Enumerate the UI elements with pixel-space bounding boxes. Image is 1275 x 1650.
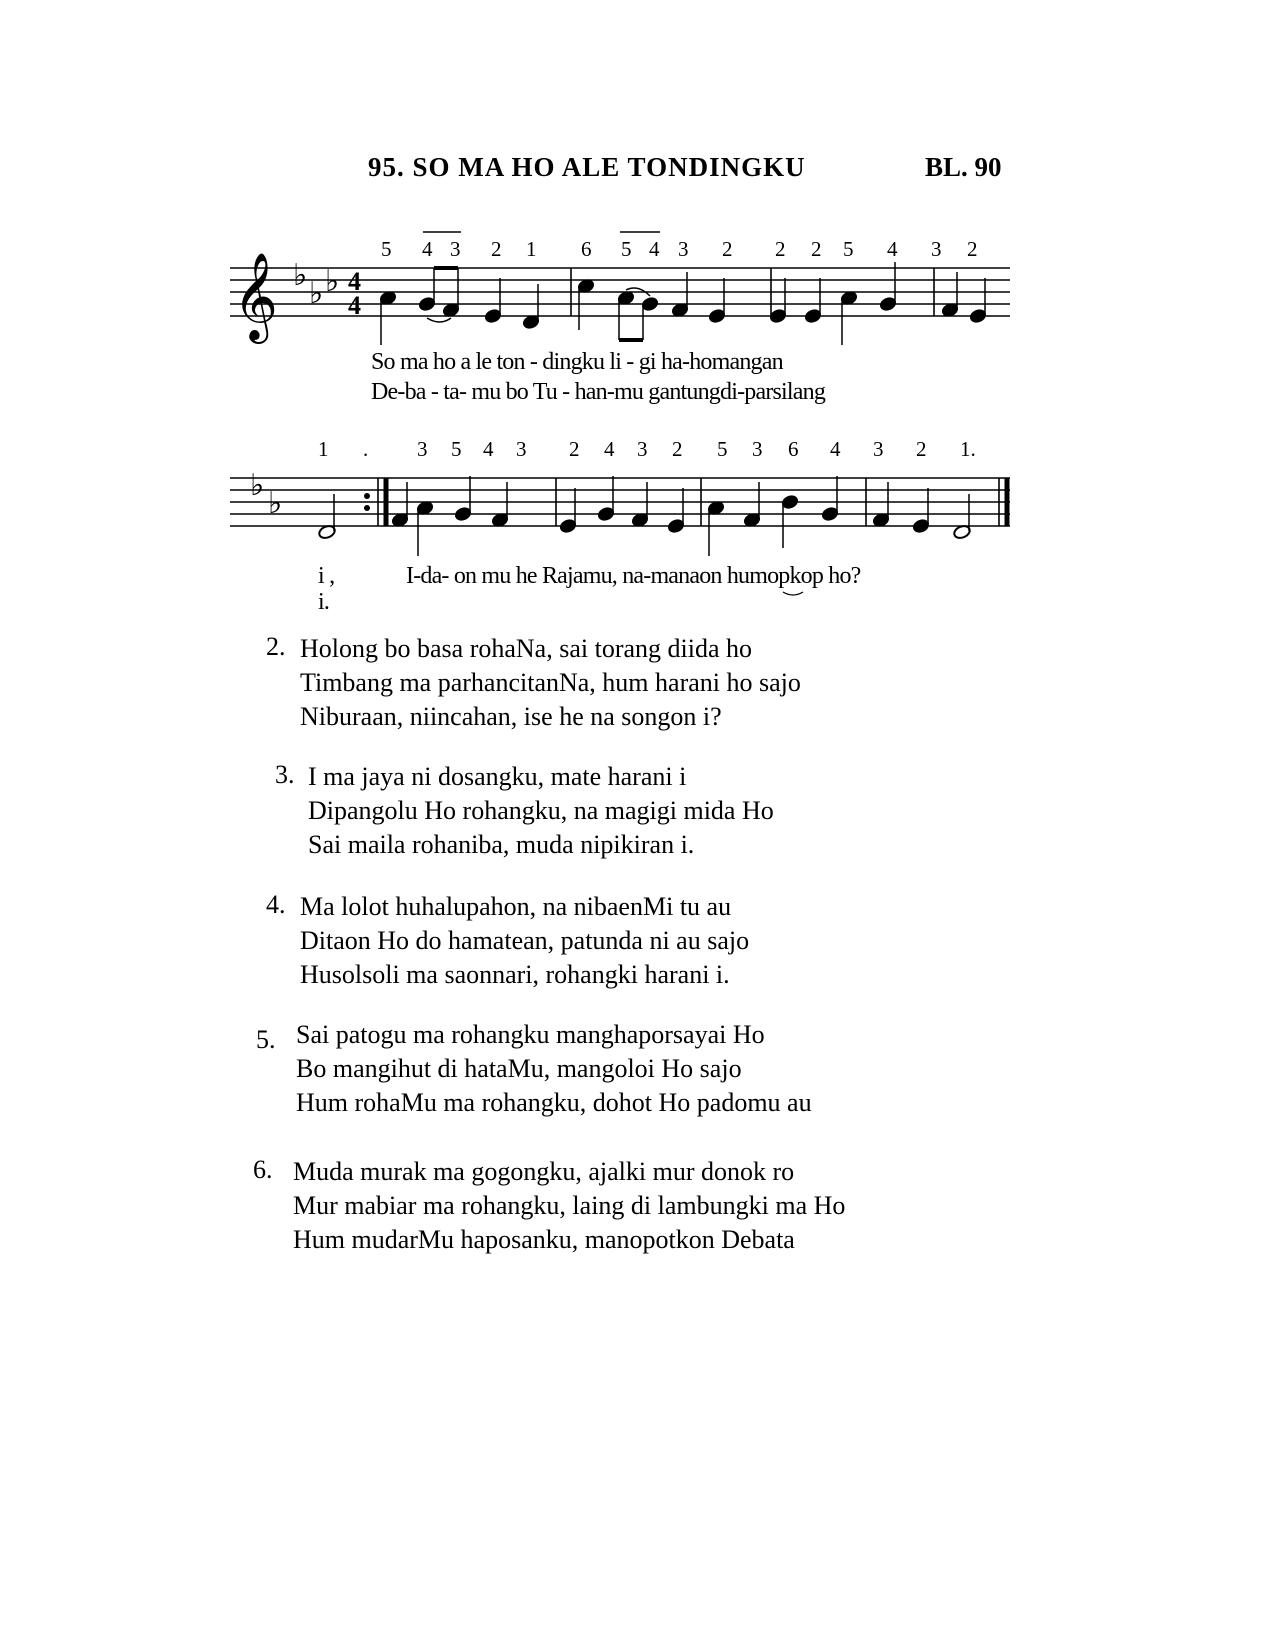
verse-line: Mur mabiar ma rohangku, laing di lambungki ma Ho (293, 1191, 846, 1220)
solfa-number: 2 (672, 437, 683, 461)
verse-number: 6. (253, 1155, 273, 1184)
svg-text:♭: ♭ (309, 276, 324, 311)
solfa-number: 3 (417, 437, 428, 461)
verse-number: 2. (266, 632, 286, 661)
solfa-number: 4 (483, 437, 494, 461)
treble-clef-icon: 𝄞 (233, 251, 278, 340)
solfa-number: 4 (649, 237, 660, 261)
solfa-number: 2 (775, 237, 786, 261)
verse-line: Ditaon Ho do hamatean, patunda ni au sajo (300, 926, 750, 955)
svg-text:♭: ♭ (325, 264, 340, 299)
verse-line: Sai maila rohaniba, muda nipikiran i. (308, 830, 695, 859)
svg-text:♭: ♭ (293, 258, 308, 293)
verse-line: Timbang ma parhancitanNa, hum harani ho sajo (300, 668, 801, 697)
verse-line: Hum rohaMu ma rohangku, dohot Ho padomu au (296, 1088, 812, 1117)
book-reference: BL. 90 (925, 152, 1002, 182)
notes-system-2 (318, 476, 972, 556)
time-signature (348, 267, 361, 320)
solfa-number: 2 (569, 437, 580, 461)
verse-line: Bo mangihut di hataMu, mangoloi Ho sajo (296, 1054, 742, 1083)
verse-line: Sai patogu ma rohangku manghaporsayai Ho (296, 1020, 765, 1049)
verse-number: 3. (275, 760, 295, 789)
svg-text:♭: ♭ (268, 486, 283, 521)
key-signature-flats-2 (250, 468, 282, 521)
solfa-number: 3 (873, 437, 884, 461)
music-score (0, 0, 1275, 620)
verse-line: Niburaan, niincahan, ise he na songon i? (300, 702, 722, 731)
verse-line: Ma lolot huhalupahon, na nibaenMi tu au (300, 892, 732, 921)
solfa-number: 3 (678, 237, 689, 261)
solfa-number: 2 (722, 237, 733, 261)
verse-line: Hum mudarMu haposanku, manopotkon Debata (293, 1225, 795, 1254)
lyric-tie (783, 592, 803, 595)
solfa-number: 5 (621, 237, 632, 261)
verse-number: 4. (266, 890, 286, 919)
solfa-number: 3 (752, 437, 763, 461)
svg-text:♭: ♭ (250, 468, 265, 503)
hymn-title: 95. SO MA HO ALE TONDINGKU (368, 152, 806, 182)
staff-system-2 (230, 478, 1010, 526)
svg-text:4: 4 (348, 267, 361, 296)
verse-line: I ma jaya ni dosangku, mate harani i (308, 762, 687, 791)
verse-number: 5. (256, 1025, 276, 1054)
solfa-number: 3 (931, 237, 942, 261)
solfa-number: 3 (450, 237, 461, 261)
verse-line: Husolsoli ma saonnari, rohangki harani i. (300, 960, 730, 989)
solfa-number: 2 (491, 237, 502, 261)
svg-text:4: 4 (348, 291, 361, 320)
solfa-number: 3 (516, 437, 527, 461)
solfa-number: 4 (830, 437, 841, 461)
solfa-number: 1 (526, 237, 537, 261)
solfa-number: 4 (422, 237, 433, 261)
solfa-number: 2 (967, 237, 978, 261)
solfa-number: 2 (916, 437, 927, 461)
lyrics-stanza-1-alt: De-ba - ta- mu bo Tu - han-mu gantungdi-parsilang (371, 379, 826, 405)
lyrics-ending-2: i. (318, 589, 330, 615)
lyrics-ending-1: i , (318, 563, 335, 589)
lyrics-refrain: I-da- on mu he Rajamu, na-manaon humopkop ho? (406, 563, 861, 589)
key-signature-flats (293, 258, 339, 311)
solfa-number: 5 (381, 237, 392, 261)
staff-system-1 (230, 268, 1010, 316)
solfa-number: 6 (788, 437, 799, 461)
lyrics-stanza-1: So ma ho a le ton - dingku li - gi ha-homangan (371, 349, 783, 375)
solfa-number: 4 (887, 237, 898, 261)
solfa-number: 1. (960, 437, 976, 461)
solfa-number: 2 (811, 237, 822, 261)
solfa-number: 1 (318, 437, 329, 461)
solfa-number: 6 (581, 237, 592, 261)
solfa-number: . (363, 437, 369, 461)
verse-line: Holong bo basa rohaNa, sai torang diida ho (300, 634, 753, 663)
solfa-number: 4 (604, 437, 615, 461)
solfa-number: 5 (717, 437, 728, 461)
solfa-number: 5 (843, 237, 854, 261)
solfa-number: 3 (637, 437, 648, 461)
verse-line: Muda murak ma gogongku, ajalki mur donok ro (293, 1157, 795, 1186)
verse-line: Dipangolu Ho rohangku, na magigi mida Ho (308, 796, 774, 825)
solfa-number: 5 (451, 437, 462, 461)
